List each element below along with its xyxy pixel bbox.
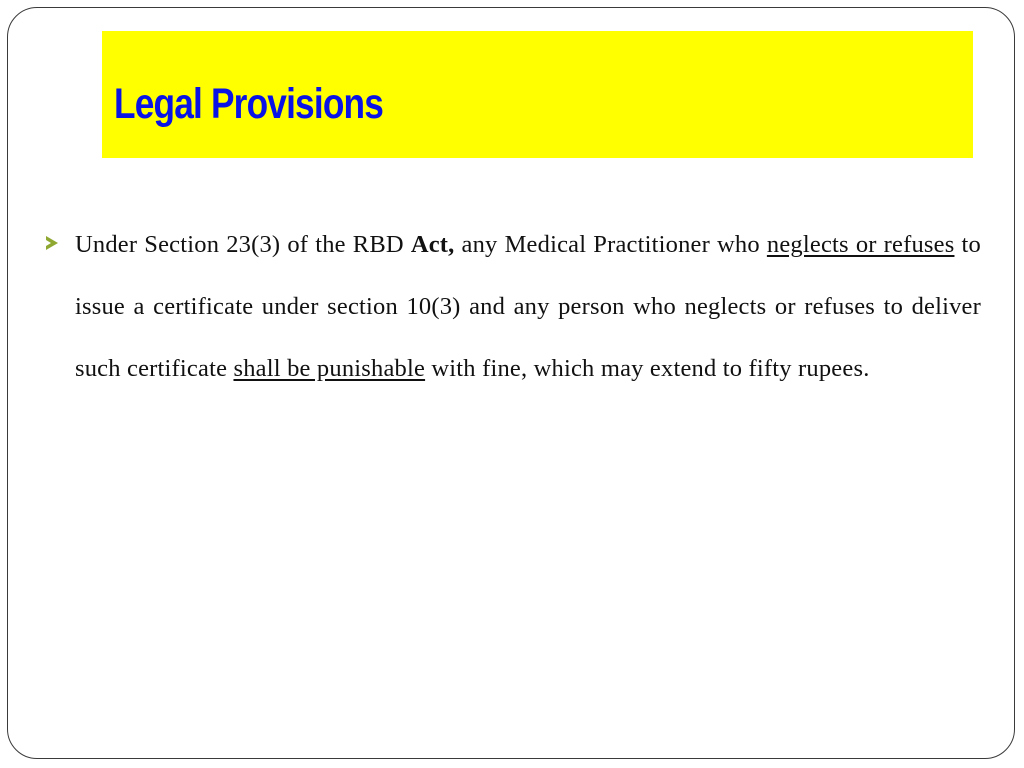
neglects-or-refuses-underlined: neglects or refuses — [766, 231, 955, 258]
bullet-text — [75, 214, 981, 400]
bullet-text-segment: with fine, which may extend to fifty rupees. — [425, 355, 870, 382]
shall-be-punishable-underlined: shall be punishable — [233, 355, 426, 382]
bullet-item — [46, 214, 981, 400]
title-banner — [102, 31, 973, 158]
bullet-text-segment: to issue a certificate under section 10(3) and any person who neglects or refuses to deliver such certificate — [75, 231, 981, 382]
arrow-bullet-icon — [46, 236, 58, 250]
act-bold-text: Act, — [410, 231, 455, 258]
slide-title: Legal Provisions — [114, 80, 384, 128]
bullet-text-segment: Under Section 23(3) of the RBD — [75, 231, 411, 258]
bullet-text-segment: any Medical Practitioner who — [454, 231, 767, 258]
